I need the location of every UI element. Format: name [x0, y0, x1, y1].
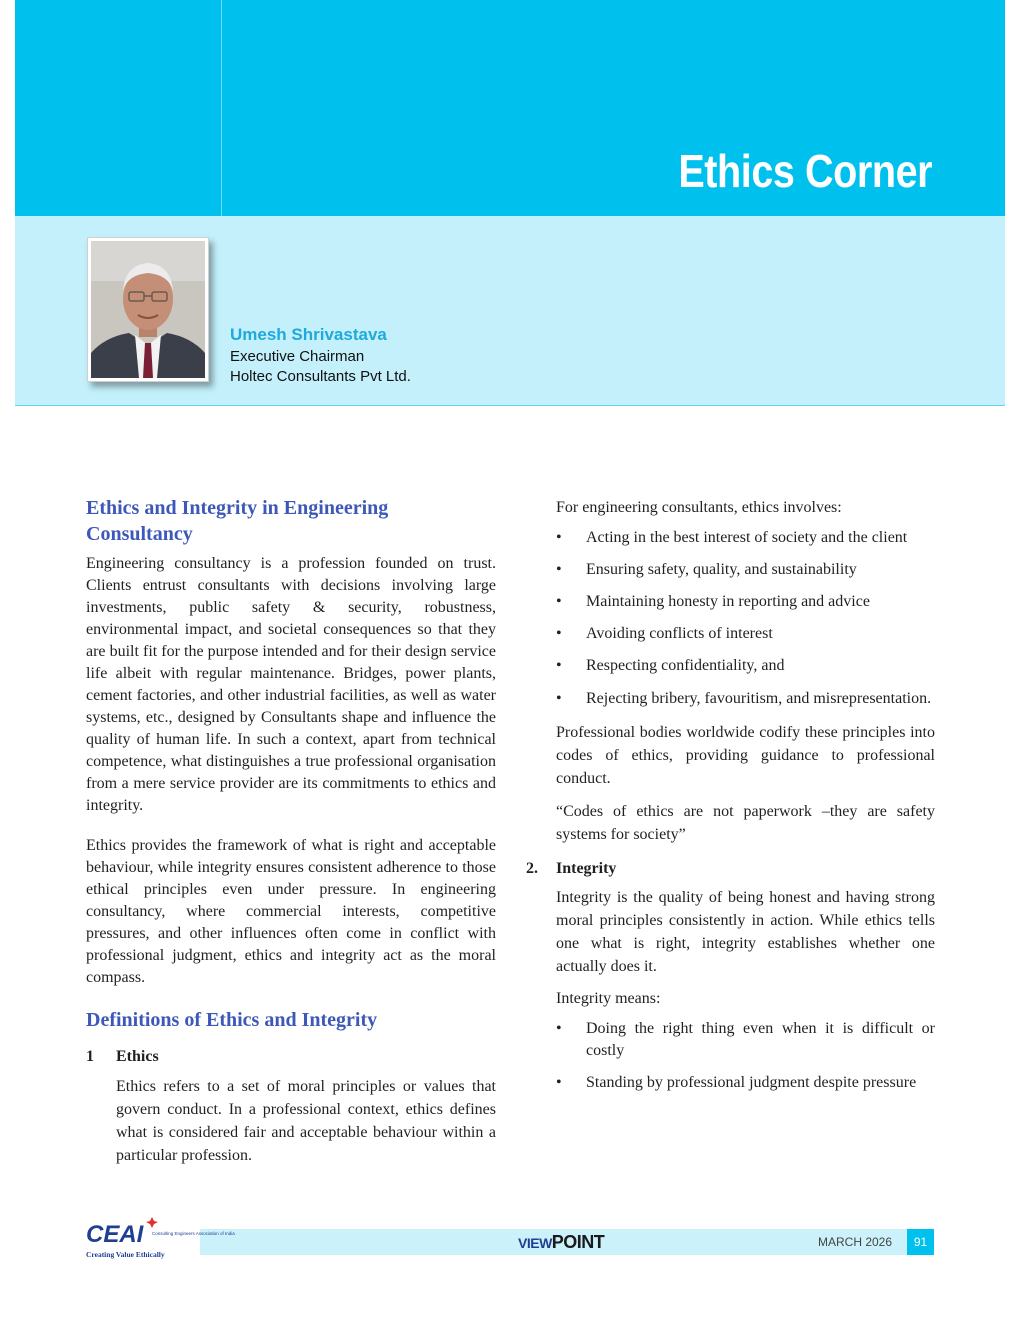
bullet-glyph: •: [556, 690, 562, 707]
integrity-number: 2.: [526, 860, 538, 877]
intro-paragraph: Engineering consultancy is a profession founded on trust. Clients entrust consultants with decisions involving large investments, public safety & security, robustness, environmental impact, and societal consequences so that they are built fit for the purpose intended and for their design service life albeit with regular maintenance. Bridges, power plants, cement factories, and other industrial facilities, as well as water systems, etc., designed by Consultants shape and influence the quality of human life. In such a context, apart from technical competence, what distinguishes a true professional organisation from a mere service provider are its commitments to ethics and integrity.: [86, 555, 496, 814]
ethics-subheading: [86, 1046, 496, 1068]
bullet-glyph: •: [556, 529, 562, 546]
logo-tagline: Creating Value Ethically: [86, 1250, 165, 1259]
section-title: Ethics Corner: [678, 145, 932, 197]
bullet-glyph: •: [556, 625, 562, 642]
integrity-bullet-list: [556, 1018, 935, 1094]
framework-paragraph: Ethics provides the framework of what is right and acceptable behaviour, while integrity ensures consistent adherence to those ethical principles even under pressure. In engineering consultancy, where commercial interests, competitive pressures, and other influences often come in conflict with professional judgment, ethics and integrity act as the moral compass.: [86, 837, 496, 986]
integrity-intro: Integrity means:: [556, 990, 661, 1007]
bullet-glyph: •: [556, 561, 562, 578]
author-role: Executive Chairman: [230, 348, 365, 365]
ethics-bullet-list: [556, 527, 935, 711]
list-item: • Avoiding conflicts of interest: [556, 623, 935, 645]
bullet-glyph: •: [556, 657, 562, 674]
list-item: • Rejecting bribery, favouritism, and misrepresentation.: [556, 687, 935, 711]
integrity-title: Integrity: [556, 860, 617, 877]
ethics-intro: For engineering consultants, ethics involves:: [556, 499, 842, 516]
ethics-number: 1: [86, 1048, 94, 1065]
author-company: Holtec Consultants Pvt Ltd.: [230, 368, 411, 385]
list-item: • Ensuring safety, quality, and sustainability: [556, 559, 935, 581]
list-item: • Doing the right thing even when it is difficult or costly: [556, 1020, 935, 1059]
issue-date: MARCH 2026: [818, 1235, 893, 1249]
portrait-image: [91, 241, 205, 378]
bullet-glyph: •: [556, 1020, 562, 1037]
publication-name: [518, 1232, 604, 1253]
banner-divider: [221, 0, 222, 216]
list-item: • Respecting confidentiality, and: [556, 655, 935, 677]
author-name: Umesh Shrivastava: [230, 325, 387, 344]
bodies-paragraph: Professional bodies worldwide codify these principles into codes of ethics, providing guidance to professional conduct.: [556, 724, 935, 787]
article-heading: Ethics and Integrity in Engineering Consultancy: [86, 497, 389, 545]
publication-point: POINT: [551, 1232, 605, 1252]
ceai-logo: [86, 1217, 235, 1261]
list-item: • Acting in the best interest of society and the client: [556, 527, 935, 549]
logo-subtext: Consulting Engineers Association of India: [152, 1231, 235, 1236]
definitions-heading: Definitions of Ethics and Integrity: [86, 1009, 378, 1031]
integrity-definition: Integrity is the quality of being honest and having strong moral principles consistently in action. While ethics tells one what is right, integrity establishes whether one actually does it.: [556, 889, 935, 975]
author-info: [230, 325, 411, 387]
list-item: • Standing by professional judgment despite pressure: [556, 1072, 935, 1094]
list-item: • Maintaining honesty in reporting and advice: [556, 591, 935, 613]
page-number: 91: [907, 1229, 934, 1255]
right-column: [526, 497, 935, 1104]
integrity-subheading: [526, 858, 935, 880]
ethics-title: Ethics: [116, 1048, 159, 1065]
author-photo: [87, 237, 209, 382]
ethics-quote: “Codes of ethics are not paperwork –they are safety systems for society”: [556, 803, 935, 843]
bullet-glyph: •: [556, 593, 562, 610]
left-column: [86, 495, 496, 1167]
ethics-definition: Ethics refers to a set of moral principles or values that govern conduct. In a professional context, ethics defines what is considered fair and acceptable behaviour within a particular profession.: [116, 1078, 496, 1164]
publication-view: VIEW: [518, 1235, 552, 1251]
bullet-glyph: •: [556, 1074, 562, 1091]
logo-wordmark: CEAI: [86, 1221, 144, 1248]
